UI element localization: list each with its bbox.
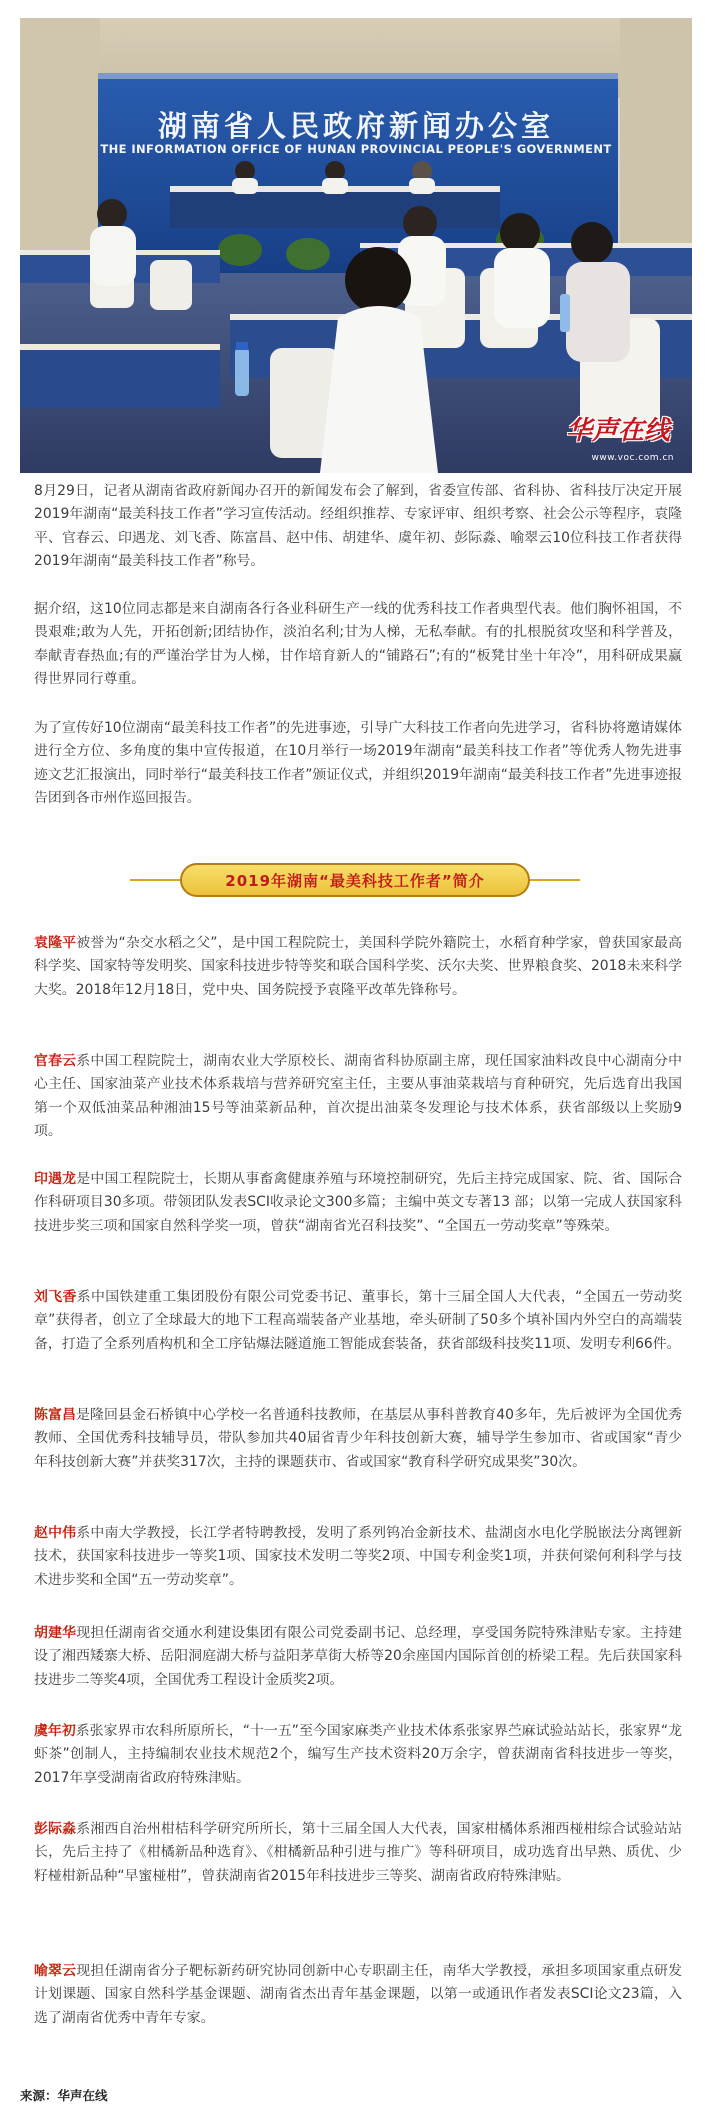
profile-name: 印遇龙: [34, 1171, 77, 1187]
profile-text: 系中南大学教授，长江学者特聘教授，发明了系列钨冶金新技术、盐湖卤水电化学脱嵌法分离锂新技术，获国家科技进步一等奖1项、国家技术发明二等奖2项、中国专利金奖1项，并获何梁何利科学与技术进步奖和全国“五一劳动奖章”。: [34, 1525, 682, 1588]
wall-title-chinese: 湖南省人民政府新闻办公室: [157, 109, 554, 143]
profile-name: 赵中伟: [34, 1525, 77, 1541]
profile-paragraph: [34, 1960, 682, 2030]
profile-text: 现担任湖南省分子靶标新药研究协同创新中心专职副主任，南华大学教授，承担多项国家重点研发计划课题、国家自然科学基金课题、湖南省杰出青年基金课题，以第一或通讯作者发表SCI论文23篇，入选了湖南省优秀中青年专家。: [34, 1963, 682, 2026]
wall-title-english: THE INFORMATION OFFICE OF HUNAN PROVINCIAL PEOPLE'S GOVERNMENT: [100, 142, 612, 156]
profile-paragraph: [34, 1720, 682, 1790]
profile-text: 系张家界市农科所原所长，“十一五”至今国家麻类产业技术体系张家界苎麻试验站站长，张家界“龙虾茶”创制人，主持编制农业技术规范2个，编写生产技术资料20万余字，曾获湖南省科技进步一等奖，2017年享受湖南省政府特殊津贴。: [34, 1723, 682, 1786]
section-title-banner: 2019年湖南“最美科技工作者”简介: [180, 863, 530, 897]
profile-paragraph: [34, 932, 682, 1002]
intro-paragraph-2: 据介绍，这10位同志都是来自湖南各行各业科研生产一线的优秀科技工作者典型代表。他们胸怀祖国，不畏艰难;敢为人先，开拓创新;团结协作，淡泊名利;甘为人梯，无私奉献。有的扎根脱贫攻坚和科学普及，奉献青春热血;有的严谨治学甘为人梯，甘作培育新人的“铺路石”;有的“板凳甘坐十年冷”，用科研成果赢得世界同行尊重。: [34, 601, 682, 688]
profile-name: 喻翠云: [34, 1963, 77, 1979]
banner-rule-right: [530, 879, 580, 881]
profile-paragraph: [34, 1286, 682, 1356]
profile-text: 是隆回县金石桥镇中心学校一名普通科技教师，在基层从事科普教育40多年，先后被评为全国优秀教师、全国优秀科技辅导员，带队参加共40届省青少年科技创新大赛，辅导学生参加市、省或国家“青少年科技创新大赛”并获奖317次，主持的课题获市、省或国家“教育科学研究成果奖”30次。: [34, 1407, 682, 1470]
banner-rule-left: [130, 879, 180, 881]
profile-text: 系中国铁建重工集团股份有限公司党委书记、董事长，第十三届全国人大代表，“全国五一劳动奖章”获得者，创立了全球最大的地下工程高端装备产业基地，牵头研制了50多个填补国内外空白的高端装备，打造了全系列盾构机和全工序钻爆法隧道施工智能成套装备，获省部级科技奖11项、发明专利66件。: [34, 1289, 682, 1352]
profile-name: 刘飞香: [34, 1289, 77, 1305]
profile-paragraph: [34, 1522, 682, 1592]
press-conference-photo: [20, 18, 692, 473]
profile-paragraph: [34, 1818, 682, 1888]
profile-text: 现担任湖南省交通水利建设集团有限公司党委副书记、总经理，享受国务院特殊津贴专家。主持建设了湘西矮寨大桥、岳阳洞庭湖大桥与益阳茅草街大桥等20余座国内国际首创的桥梁工程。先后获国家科技进步二等奖4项，全国优秀工程设计金质奖2项。: [34, 1625, 682, 1688]
intro-paragraph-1: 8月29日，记者从湖南省政府新闻办召开的新闻发布会了解到，省委宣传部、省科协、省科技厅决定开展2019年湖南“最美科技工作者”学习宣传活动。经组织推荐、专家评审、组织考察、社会公示等程序，袁隆平、官春云、印遇龙、刘飞香、陈富昌、赵中伟、胡建华、虞年初、彭际淼、喻翠云10位科技工作者获得2019年湖南“最美科技工作者”称号。: [34, 483, 682, 570]
profile-paragraph: [34, 1622, 682, 1692]
source-credit: 来源：华声在线: [20, 2088, 108, 2103]
profile-paragraph: [34, 1404, 682, 1474]
profile-text: 系湘西自治州柑桔科学研究所所长，第十三届全国人大代表，国家柑橘体系湘西椪柑综合试验站站长，先后主持了《柑橘新品种选育》、《柑橘新品种引进与推广》等科研项目，成功选育出早熟、质优、少籽椪柑新品种“早蜜椪柑”，曾获湖南省2015年科技进步三等奖、湖南省政府特殊津贴。: [34, 1821, 682, 1884]
profile-name: 陈富昌: [34, 1407, 77, 1423]
profile-name: 胡建华: [34, 1625, 77, 1641]
profile-name: 虞年初: [34, 1723, 76, 1739]
profile-name: 彭际淼: [34, 1821, 77, 1837]
intro-paragraph-3: 为了宣传好10位湖南“最美科技工作者”的先进事迹，引导广大科技工作者向先进学习，省科协将邀请媒体进行全方位、多角度的集中宣传报道，在10月举行一场2019年湖南“最美科技工作者”等优秀人物先进事迹文艺汇报演出，同时举行“最美科技工作者”颁证仪式，并组织2019年湖南“最美科技工作者”先进事迹报告团到各市州作巡回报告。: [34, 720, 682, 807]
profile-text: 是中国工程院院士，长期从事畜禽健康养殖与环境控制研究，先后主持完成国家、院、省、国际合作科研项目30多项。带领团队发表SCI收录论文300多篇；主编中英文专著13 部；以第一完成人获国家科技进步奖三项和国家自然科学奖一项，曾获“湖南省光召科技奖”、“全国五一劳动奖章”等殊荣。: [34, 1171, 682, 1234]
profile-text: 被誉为“杂交水稻之父”，是中国工程院院士，美国科学院外籍院士，水稻育种学家，曾获国家最高科学奖、国家特等发明奖、国家科技进步特等奖和联合国科学奖、沃尔夫奖、世界粮食奖、2018未来科学大奖。2018年12月18日，党中央、国务院授予袁隆平改革先锋称号。: [34, 935, 682, 998]
profile-text: 系中国工程院院士，湖南农业大学原校长、湖南省科协原副主席，现任国家油料改良中心湖南分中心主任、国家油菜产业技术体系栽培与营养研究室主任，主要从事油菜栽培与育种研究，先后选育出我国第一个双低油菜品种湘油15号等油菜新品种，首次提出油菜冬发理论与技术体系，获省部级以上奖励9项。: [34, 1053, 682, 1140]
profile-name: 官春云: [34, 1053, 77, 1069]
profile-paragraph: [34, 1168, 682, 1238]
profile-paragraph: [34, 1050, 682, 1144]
photo-scene: [20, 18, 692, 473]
profile-name: 袁隆平: [34, 935, 77, 951]
watermark-logo: 华声在线: [565, 416, 670, 446]
watermark-url: www.voc.com.cn: [591, 453, 674, 463]
